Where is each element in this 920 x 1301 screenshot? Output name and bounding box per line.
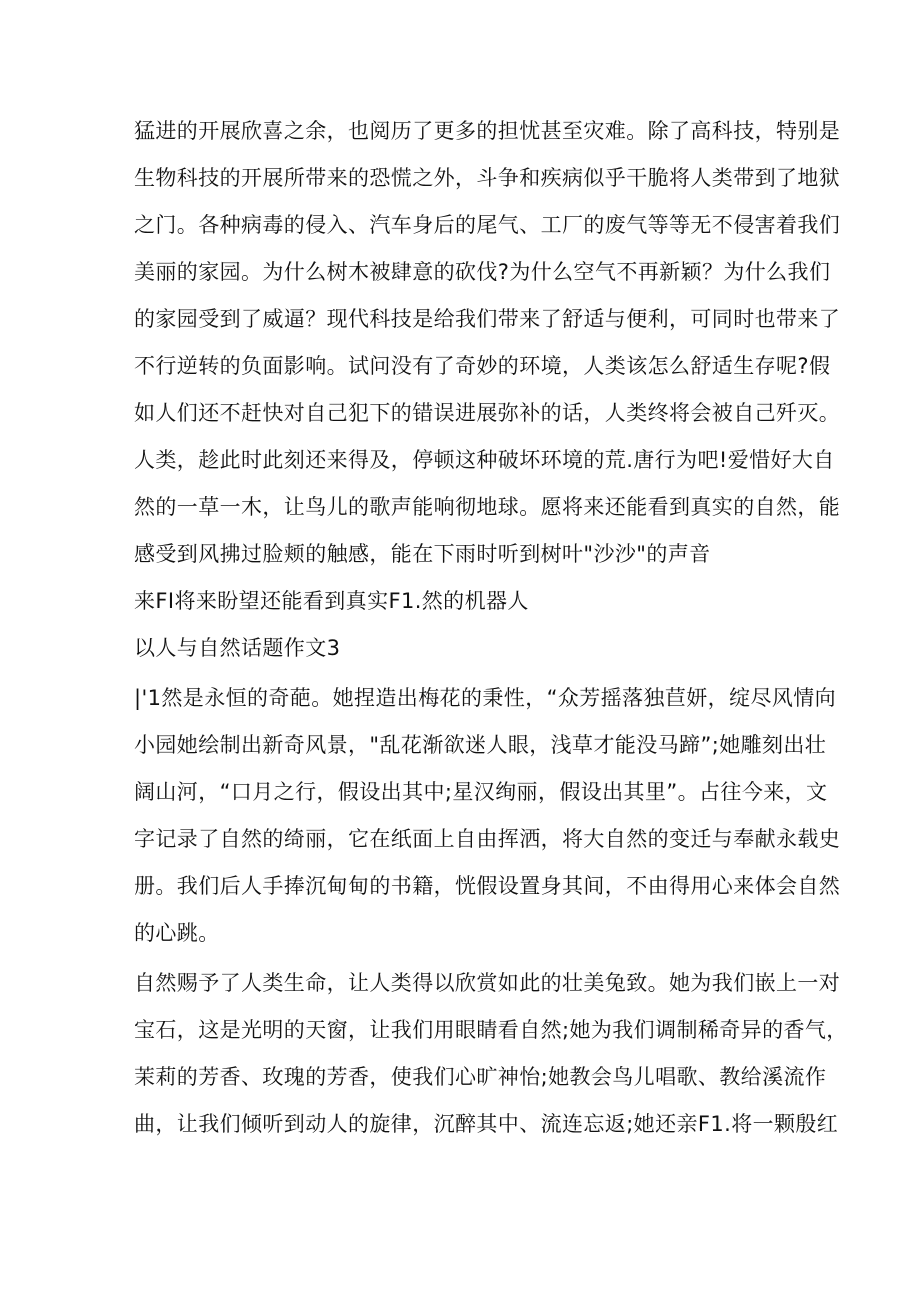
text-line-5: 的家园受到了威逼？现代科技是给我们带来了舒适与便利，可同时也带来了	[134, 307, 841, 331]
text-line-2: 生物科技的开展所带来的恐慌之外，斗争和疾病似乎干脆将人类带到了地狱	[134, 166, 841, 190]
text-line-8: 人类，趁此时此刻还来得及，停顿这种破坏环境的荒.唐行为吧!爱惜好大自	[134, 448, 835, 472]
text-line-10: 感受到风拂过脸颊的触感，能在下雨时听到树叶"沙沙"的声音	[134, 542, 711, 566]
text-line-3: 之门。各种病毒的侵入、汽车身后的尾气、工厂的废气等等无不侵害着我们	[134, 213, 841, 237]
text-line-7: 如人们还不赶快对自己犯下的错误进展弥补的话，人类终将会被自己歼灭。	[134, 401, 841, 425]
text-line-20: 宝石，这是光明的天窗，让我们用眼睛看自然;她为我们调制稀奇异的香气，	[134, 1018, 848, 1042]
text-line-15: 阔山河，“口月之行，假设出其中;星汉绚丽，假设出其里”。占往今来，文	[134, 780, 828, 804]
text-line-22: 曲，让我们倾听到动人的旋律，沉醉其中、流连忘返;她还亲F1.将一颗殷红	[134, 1112, 839, 1136]
text-line-4: 美丽的家园。为什么树木被肆意的砍伐?为什么空气不再新颖？为什么我们	[134, 260, 831, 284]
text-line-6: 不行逆转的负面影响。试问没有了奇妙的环境，人类该怎么舒适生存呢?假	[134, 354, 831, 378]
text-line-16: 字记录了自然的绮丽，它在纸面上自由挥洒，将大自然的变迁与奉献永载史	[134, 827, 841, 851]
text-line-14: 小园她绘制出新奇风景，"乱花渐欲迷人眼，浅草才能没马蹄”;她雕刻出壮	[134, 733, 827, 757]
section-heading: 以人与自然话题作文3	[134, 636, 341, 660]
text-line-18: 的心跳。	[134, 921, 220, 945]
text-line-17: 册。我们后人手捧沉甸甸的书籍，恍假设置身其间，不由得用心来体会自然	[134, 874, 841, 898]
text-line-9: 然的一草一木，让鸟儿的歌声能响彻地球。愿将来还能看到真实的自然，能	[134, 495, 841, 519]
text-line-1: 猛进的开展欣喜之余，也阅历了更多的担忧甚至灾难。除了高科技，特别是	[134, 119, 841, 143]
text-line-21: 茉莉的芳香、玫瑰的芳香，使我们心旷神怡;她教会鸟儿唱歌、教给溪流作	[134, 1065, 827, 1089]
text-line-13: |'1然是永恒的奇葩。她捏造出梅花的秉性，“众芳摇落独苣妍，绽尽风情向	[134, 686, 837, 710]
text-line-19: 自然赐予了人类生命，让人类得以欣赏如此的壮美兔致。她为我们嵌上一对	[134, 971, 841, 995]
text-line-11: 来FI将来盼望还能看到真实F1.然的机器人	[134, 589, 529, 613]
